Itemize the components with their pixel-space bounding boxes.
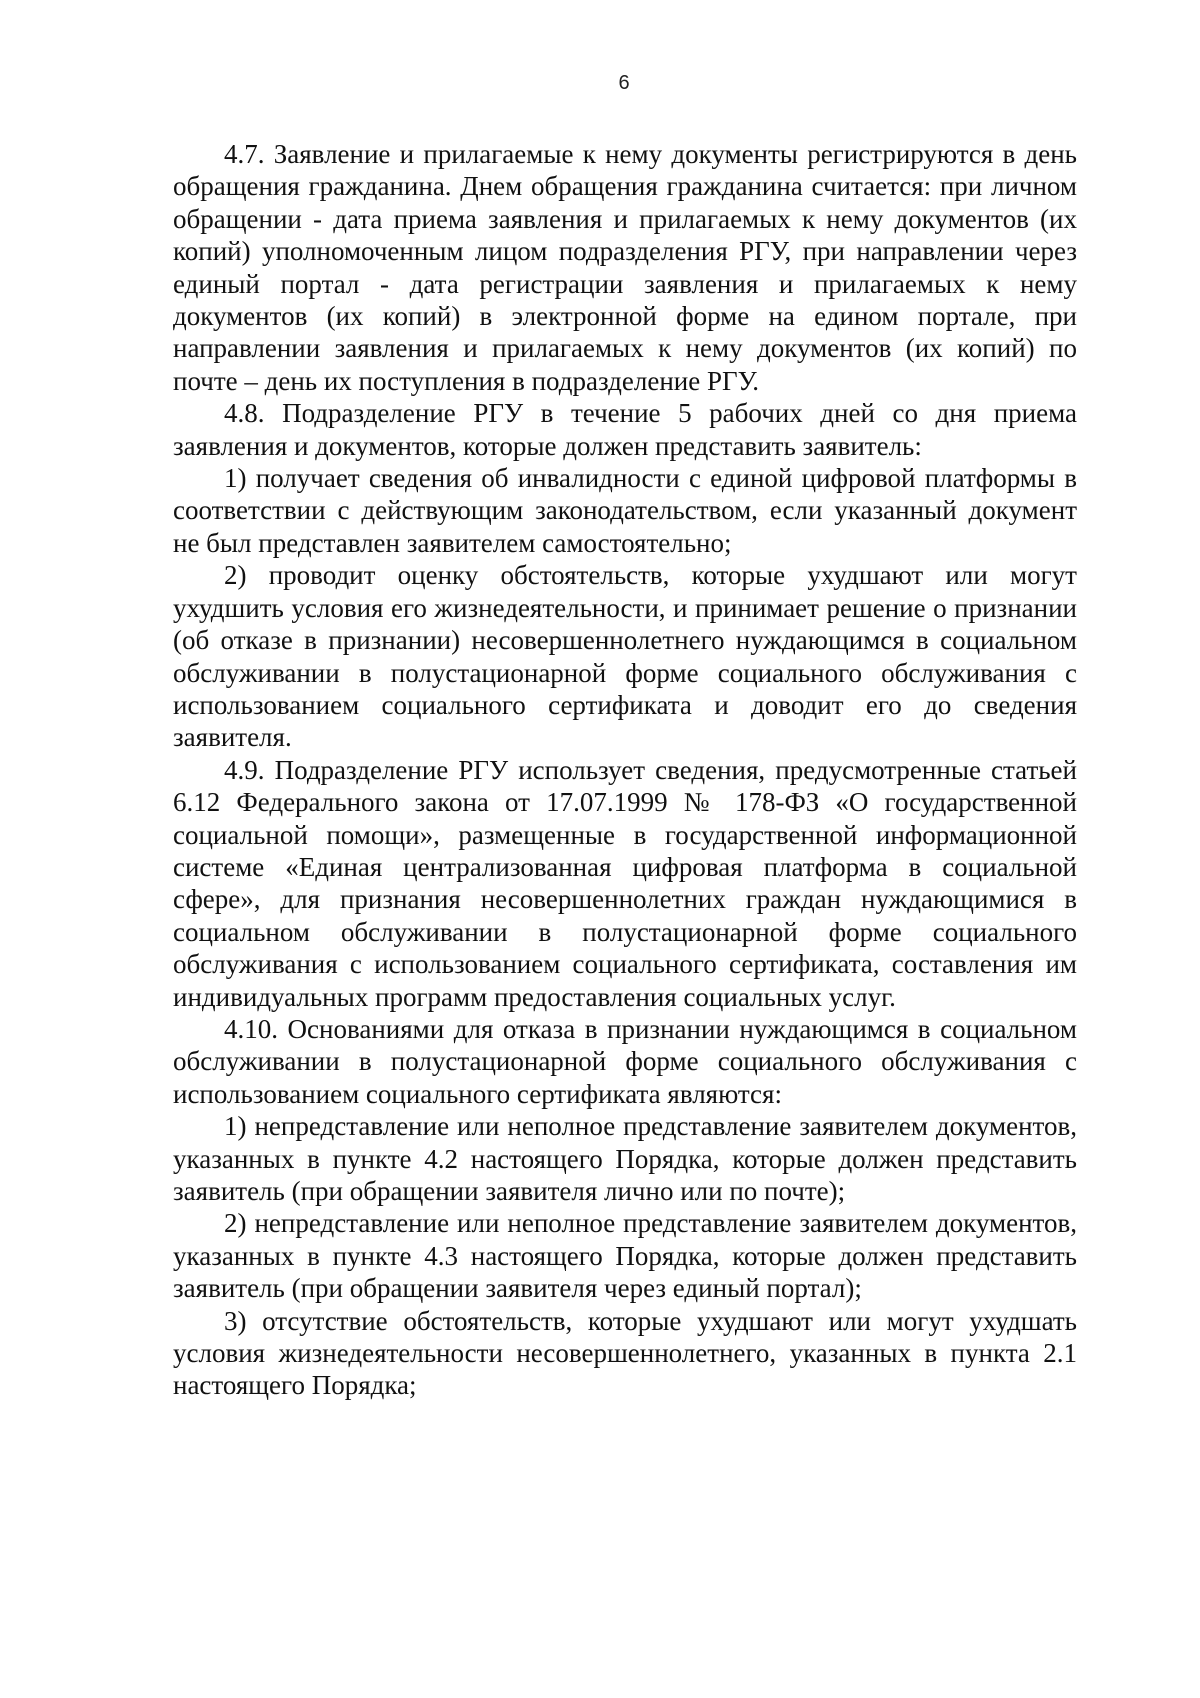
paragraph-4-8-item-1: 1) получает сведения об инвалидности с единой цифровой платформы в соответствии с действующим законодательством, если указанный документ не был представлен заявителем самостоятельно; (173, 463, 1077, 558)
paragraph-4-10-item-2: 2) непредставление или неполное представление заявителем документов, указанных в пункте 4.3 настоящего Порядка, которые должен представить заявитель (при обращении заявителя через единый портал); (173, 1208, 1077, 1304)
document-body (173, 138, 1077, 1402)
page-number: 6 (618, 72, 630, 94)
paragraph-4-10-item-3: 3) отсутствие обстоятельств, которые ухудшают или могут ухудшать условия жизнедеятельности несовершеннолетнего, указанных в пункта 2.1 настоящего Порядка; (173, 1305, 1077, 1401)
paragraph-4-7: 4.7. Заявление и прилагаемые к нему документы регистрируются в день обращения гражданина. Днем обращения гражданина считается: при личном обращении - дата приема заявления и прилагаемых к нему документов (их копий) уполномоченным лицом подразделения РГУ, при направлении через единый портал - дата регистрации заявления и прилагаемых к нему документов (их копий) в электронной форме на едином портале, при направлении заявления и прилагаемых к нему документов (их копий) по почте – день их поступления в подразделение РГУ. (173, 139, 1077, 396)
paragraph-4-10-item-1: 1) непредставление или неполное представление заявителем документов, указанных в пункте 4.2 настоящего Порядка, которые должен представить заявитель (при обращении заявителя лично или по почте); (173, 1111, 1077, 1206)
paragraph-4-8-item-2: 2) проводит оценку обстоятельств, которые ухудшают или могут ухудшить условия его жизнедеятельности, и принимает решение о признании (об отказе в признании) несовершеннолетнего нуждающимся в социальном обслуживании в полустационарной форме социального обслуживания с использованием социального сертификата и доводит его до сведения заявителя. (173, 560, 1077, 753)
paragraph-4-10: 4.10. Основаниями для отказа в признании нуждающимся в социальном обслуживании в полустационарной форме социального обслуживания с использованием социального сертификата являются: (173, 1013, 1077, 1109)
paragraph-4-9: 4.9. Подразделение РГУ использует сведения, предусмотренные статьей 6.12 Федерального закона от 17.07.1999 № 178-ФЗ «О государственной социальной помощи», размещенные в государственной информационной системе «Единая централизованная цифровая платформа в социальной сфере», для признания несовершеннолетних граждан нуждающимися в социальном обслуживании в полустационарной форме социального обслуживания с использованием социального сертификата, составления им индивидуальных программ предоставления социальных услуг. (173, 754, 1077, 1012)
paragraph-4-8: 4.8. Подразделение РГУ в течение 5 рабочих дней со дня приема заявления и документов, которые должен представить заявитель: (173, 398, 1077, 461)
